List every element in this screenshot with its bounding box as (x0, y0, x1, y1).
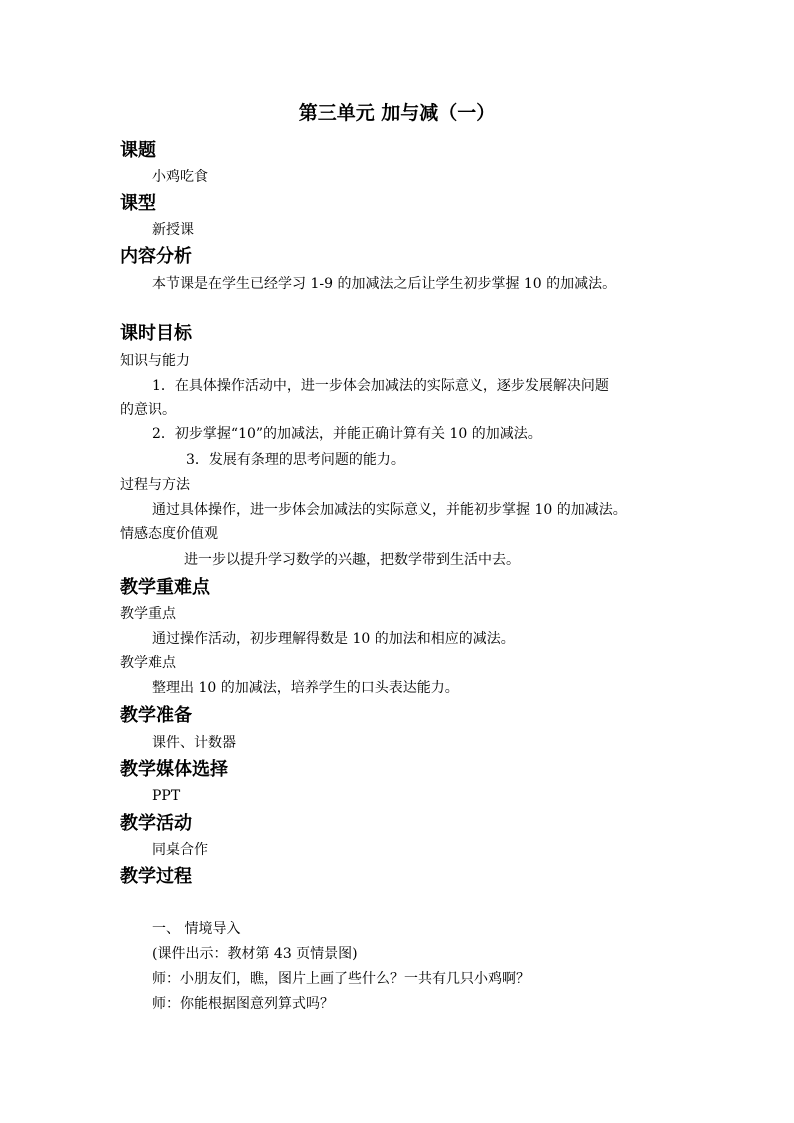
topic-heading: 课题 (120, 140, 156, 161)
step-1-heading: 一、 情境导入 (152, 921, 241, 937)
knowledge-heading: 知识与能力 (120, 353, 190, 369)
teacher-question-2: 师：你能根据图意列算式吗？ (152, 996, 334, 1012)
attitude-text: 进一步以提升学习数学的兴趣，把数学带到生活中去。 (184, 552, 520, 568)
media-heading: 教学媒体选择 (120, 759, 228, 780)
type-heading: 课型 (120, 193, 156, 214)
activity-heading: 教学活动 (120, 813, 192, 834)
goal-1-line-1: 1．在具体操作活动中，进一步体会加减法的实际意义，逐步发展解决问题 (152, 378, 609, 394)
goal-1-line-2: 的意识。 (120, 402, 176, 418)
page-title: 第三单元 加与减（一） (298, 102, 496, 124)
step-1-note: (课件出示：教材第 43 页情景图) (152, 946, 358, 962)
topic-text: 小鸡吃食 (152, 169, 208, 185)
process-text: 通过具体操作，进一步体会加减法的实际意义，并能初步掌握 10 的加减法。 (152, 502, 627, 518)
analysis-heading: 内容分析 (120, 246, 192, 267)
process-heading: 过程与方法 (120, 477, 190, 493)
prep-text: 课件、计数器 (152, 735, 236, 751)
teacher-question-1: 师：小朋友们，瞧，图片上画了些什么？一共有几只小鸡啊？ (152, 971, 530, 987)
difficulty-heading: 教学难点 (120, 655, 176, 671)
goals-heading: 课时目标 (120, 323, 192, 344)
analysis-text: 本节课是在学生已经学习 1-9 的加减法之后让学生初步掌握 10 的加减法。 (152, 276, 617, 292)
prep-heading: 教学准备 (120, 705, 192, 726)
difficulty-text: 整理出 10 的加减法，培养学生的口头表达能力。 (152, 680, 459, 696)
goal-3: 3．发展有条理的思考问题的能力。 (186, 452, 405, 468)
goal-2: 2．初步掌握“10”的加减法，并能正确计算有关 10 的加减法。 (152, 426, 542, 442)
attitude-heading: 情感态度价值观 (120, 526, 218, 542)
procedure-heading: 教学过程 (120, 866, 192, 887)
keypoints-heading: 教学重难点 (120, 577, 210, 598)
media-text: PPT (152, 788, 181, 804)
focus-text: 通过操作活动，初步理解得数是 10 的加法和相应的减法。 (152, 631, 515, 647)
focus-heading: 教学重点 (120, 606, 176, 622)
type-text: 新授课 (152, 222, 194, 238)
activity-text: 同桌合作 (152, 842, 208, 858)
